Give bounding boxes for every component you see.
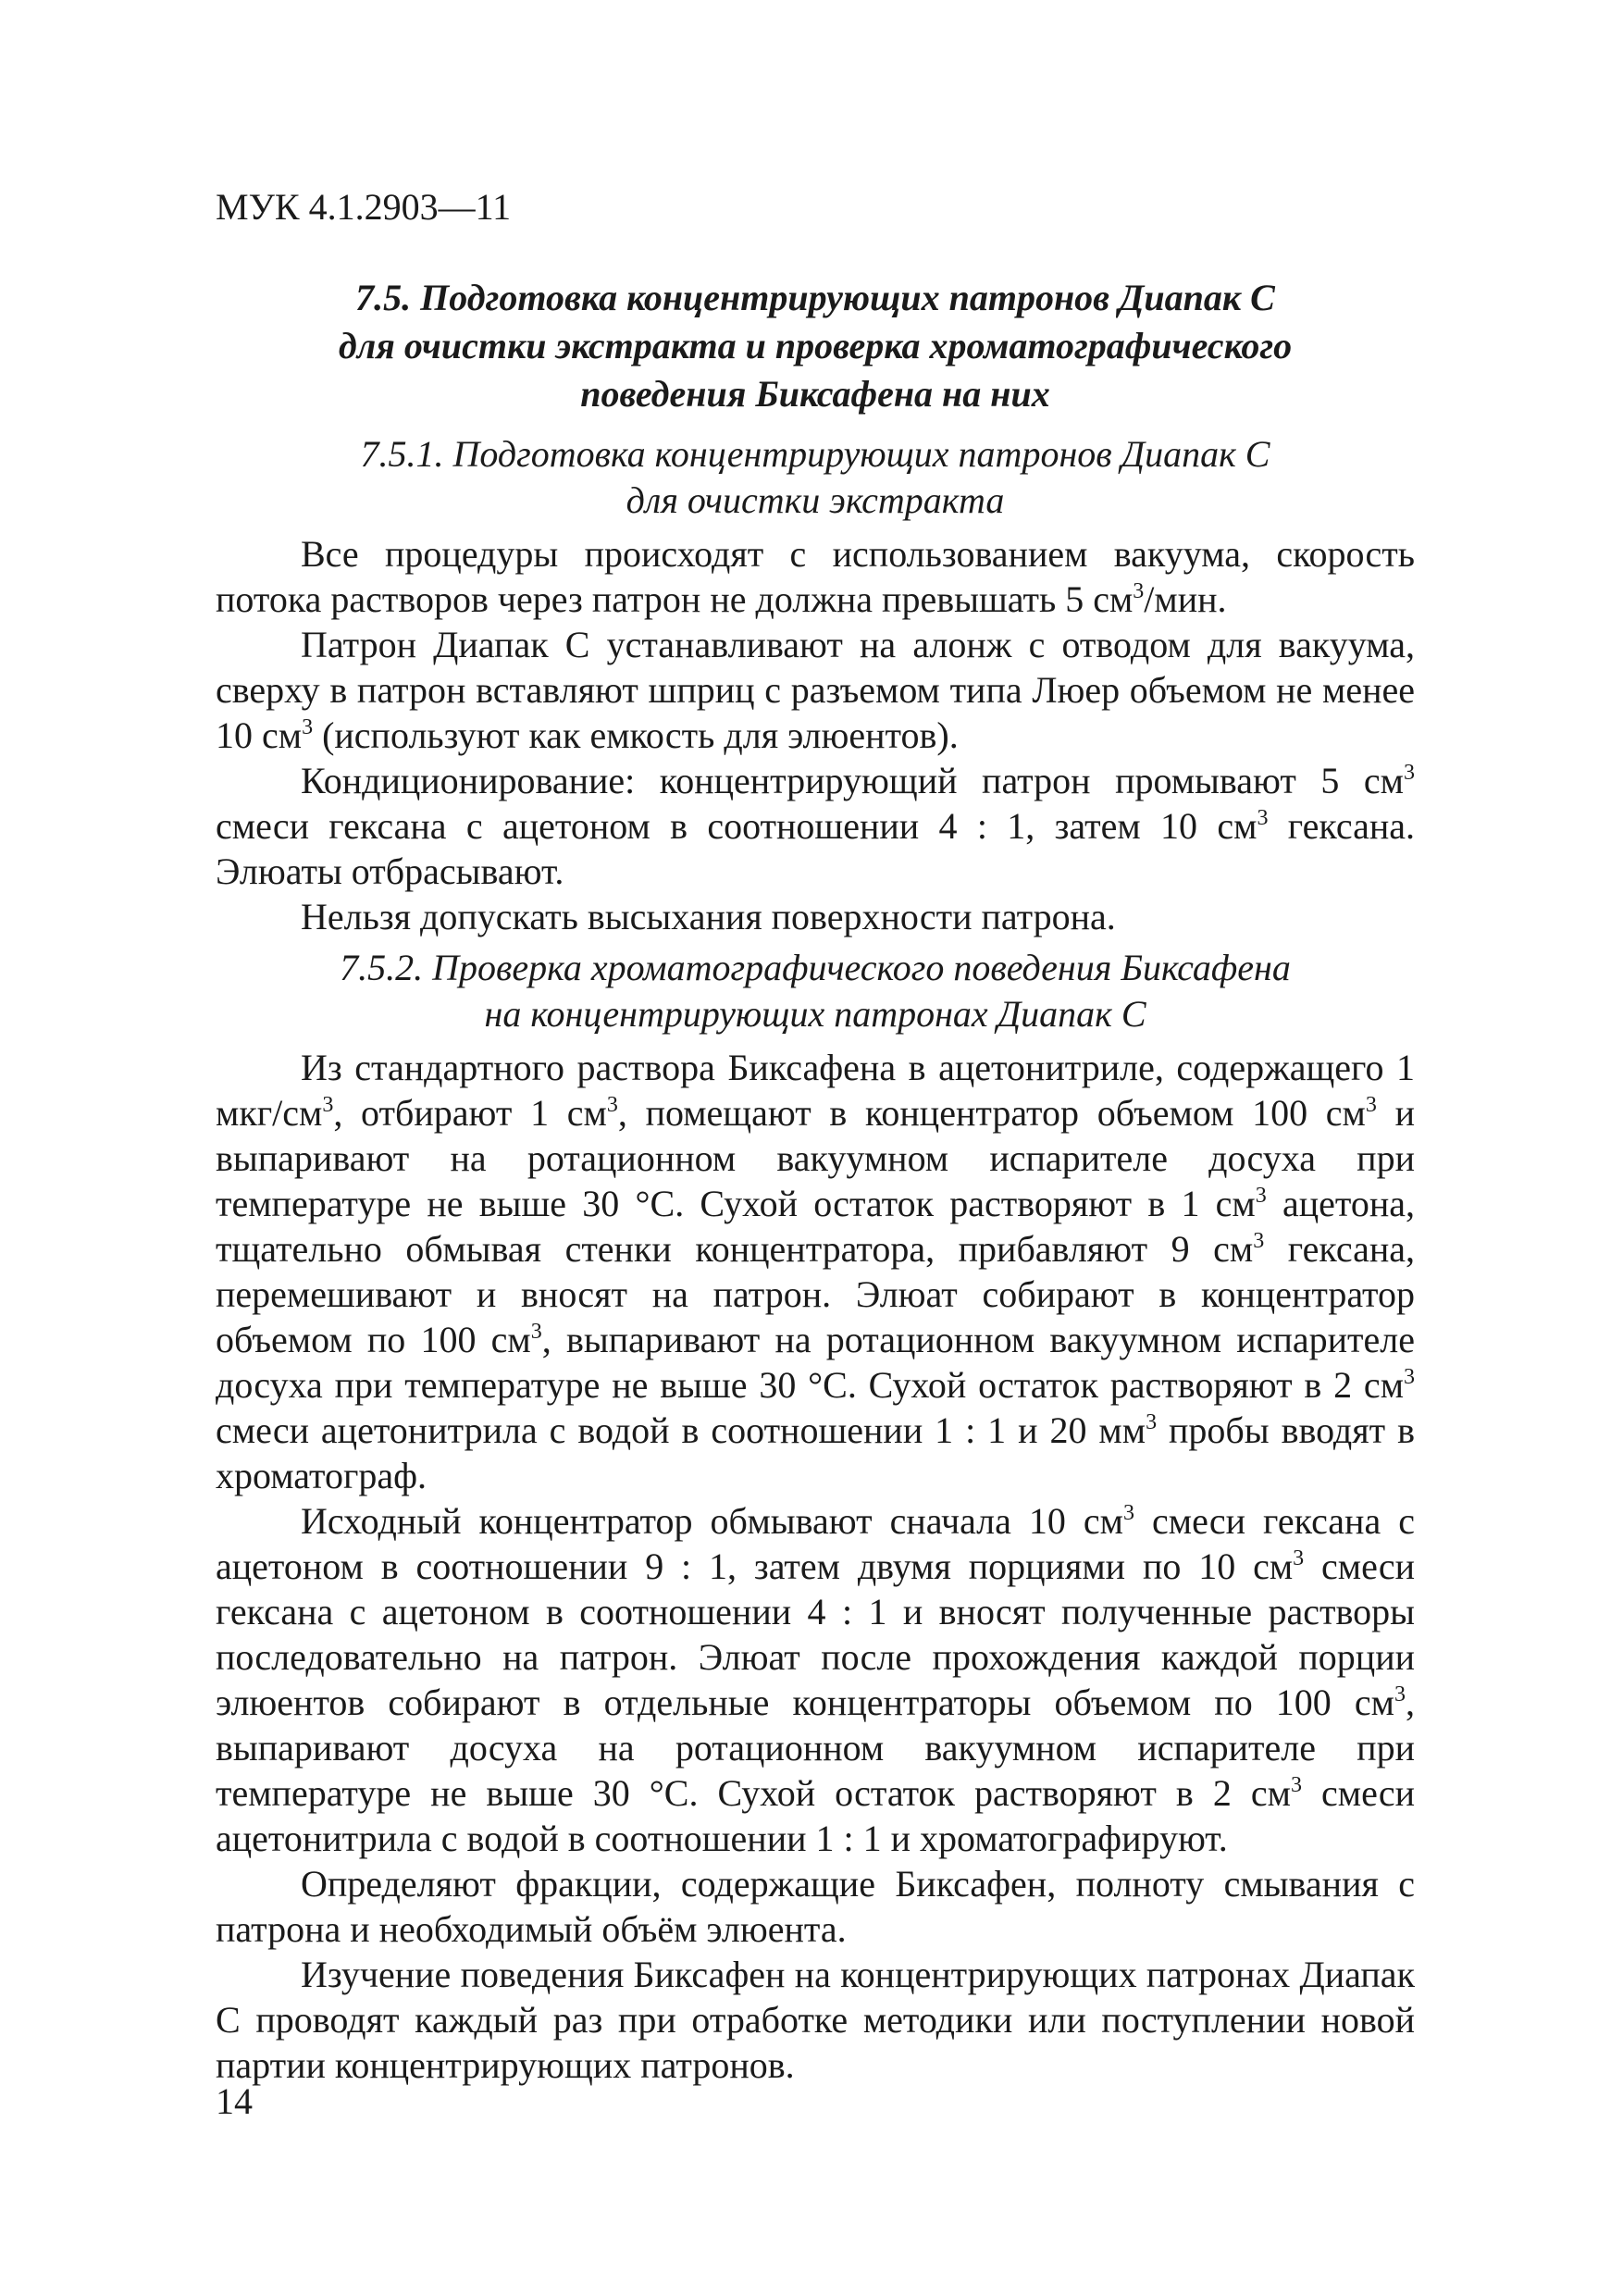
text-run: пробы вводят в хроматограф. [216,1409,1415,1496]
superscript: 3 [1404,1365,1415,1389]
text-run: смеси гексана с ацетоном в соотношении 4 : 1, затем 10 см [216,805,1258,847]
paragraph [216,1045,1415,1498]
text-run: , отбирают 1 см [333,1092,607,1134]
section-title [216,274,1415,418]
superscript: 3 [1365,1093,1377,1117]
text-run: Патрон Диапак С устанавливают на алонж с отводом для вакуума, сверху в патрон вставляют шприц с разъемом типа Люер объемом не менее 10 см [216,624,1415,756]
paragraph [216,1498,1415,1861]
text-run: Из стандартного раствора Биксафена в ацетонитриле, содержащего 1 мкг/см [216,1047,1415,1134]
text-run: смеси гексана с ацетоном в соотношении 4 : 1 и вносят полученные растворы последовательно на патрон. Элюат после прохождения каждой порции элюентов собирают в отдельные концентраторы объемом по 100 см [216,1545,1415,1723]
superscript: 3 [1133,579,1145,603]
subsection-title-line: для очистки экстракта [626,479,1005,521]
text-run: (используют как емкость для элюентов). [313,714,959,756]
section-title-line: для очистки экстракта и проверка хроматографического [338,325,1293,366]
paragraph: Изучение поведения Биксафен на концентрирующих патронах Диапак С проводят каждый раз при отработке методики или поступлении новой партии концентрирующих патронов. [216,1954,1415,2086]
paragraph [216,758,1415,894]
subsection-title-line: 7.5.1. Подготовка концентрирующих патронов Диапак С [360,433,1270,475]
subsection-title [216,945,1415,1037]
text-run: /мин. [1144,578,1227,620]
subsection-title-line: 7.5.2. Проверка хроматографического поведения Биксафена [340,947,1291,988]
running-head: МУК 4.1.2903—11 [216,186,512,228]
text-run: гексана, перемешивают и вносят на патрон. Элюат собирают в концентратор объемом по 100 см [216,1228,1415,1360]
text-run: Все процедуры происходят с использованием вакуума, скорость потока растворов через патрон не должна превышать 5 см [216,533,1415,620]
superscript: 3 [302,715,314,739]
page-body [216,274,1415,2093]
text-run: , выпаривают на ротационном вакуумном испарителе досуха при температуре не выше 30 °С. Сухой остаток растворяют в 2 см [216,1319,1415,1406]
page-number: 14 [216,2080,253,2122]
superscript: 3 [606,1093,618,1117]
text-run: смеси гексана с ацетоном в соотношении 9 : 1, затем двумя порциями по 10 см [216,1500,1415,1587]
paragraph [216,531,1415,622]
section-title-line: 7.5. Подготовка концентрирующих патронов Диапак С [355,277,1275,318]
superscript: 3 [1290,1773,1302,1797]
section-title-line: поведения Биксафена на них [580,373,1050,415]
subsection-title-line: на концентрирующих патронах Диапак С [484,993,1146,1035]
text-run: смеси ацетонитрила с водой в соотношении 1 : 1 и хроматографируют. [216,1772,1415,1859]
text-run: , выпаривают досуха на ротационном вакуумном испарителе при температуре не выше 30 °С. Сухой остаток растворяют в 2 см [216,1682,1415,1814]
subsection-title [216,431,1415,524]
superscript: 3 [530,1320,542,1344]
superscript: 3 [1146,1410,1158,1434]
superscript: 3 [1255,1184,1267,1208]
superscript: 3 [1404,761,1415,785]
subsection-7-5-1-body [216,531,1415,939]
superscript: 3 [1253,1229,1265,1253]
paragraph: Определяют фракции, содержащие Биксафен, полноту смывания с патрона и необходимый объём элюента. [216,1863,1415,1950]
text-run: Исходный концентратор обмывают сначала 10 см [301,1500,1123,1542]
paragraph: Нельзя допускать высыхания поверхности патрона. [301,896,1116,937]
subsection-7-5-2-body [216,1045,1415,2088]
text-run: , помещают в концентратор объемом 100 см [617,1092,1366,1134]
text-run: смеси ацетонитрила с водой в соотношении 1 : 1 и 20 мм [216,1409,1146,1451]
text-run: ацетона, тщательно обмывая стенки концентратора, прибавляют 9 см [216,1183,1416,1270]
text-run: Кондиционирование: концентрирующий патрон промывают 5 см [301,760,1404,801]
superscript: 3 [1257,806,1269,830]
text-run: и выпаривают на ротационном вакуумном испарителе досуха при температуре не выше 30 °С. Сухой остаток растворяют в 1 см [216,1092,1415,1224]
superscript: 3 [1293,1546,1305,1570]
text-run: гексана. Элюаты отбрасывают. [216,805,1415,892]
superscript: 3 [1394,1682,1406,1706]
superscript: 3 [322,1093,334,1117]
paragraph [216,622,1415,758]
superscript: 3 [1122,1501,1134,1525]
